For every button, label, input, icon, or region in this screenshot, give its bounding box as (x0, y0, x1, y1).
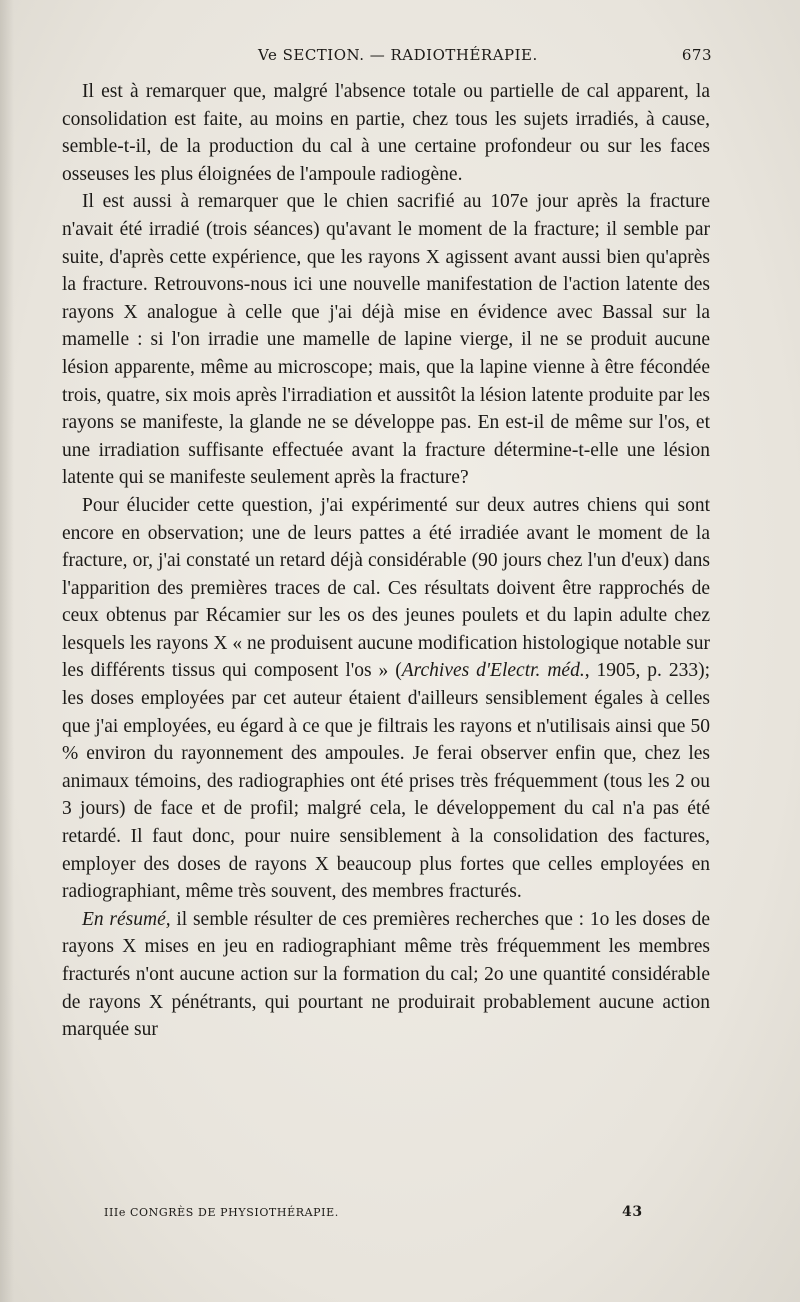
paragraph-1: Il est à remarquer que, malgré l'absence totale ou partielle de cal apparent, la consolidation est faite, au moins en partie, chez tous les sujets irradiés, à cause, semble-t-il, de la production du cal à une certaine profondeur ou sur les faces osseuses les plus éloignées de l'ampoule radiogène. (62, 81, 710, 185)
signature-text: IIIe CONGRÈS DE PHYSIOTHÉRAPIE. (104, 1206, 339, 1219)
running-header (62, 46, 712, 72)
paragraph-4-text: il semble résulter de ces premières recherches que : 1o les doses de rayons X mises en jeu en radiographiant même très fréquemment les membres fracturés n'ont aucune action sur la formation du cal; 2o une quantité considérable de rayons X pénétrants, qui pourtant ne produirait probablement aucune action marquée sur (62, 908, 711, 1041)
paragraph-3-text-after: , 1905, p. 233); les doses employées par cet auteur étaient d'ailleurs sensiblement égales à celles que j'ai employées, eu égard à ce que je filtrais les rayons et n'utilisais ainsi que 50 % environ du rayonnement des ampoules. Je ferai observer enfin que, chez les animaux témoins, des radiographies ont été prises très fréquemment (tous les 2 ou 3 jours) de face et de profil; malgré cela, le développement du cal n'a pas été retardé. Il faut donc, pour nuire sensiblement à la consolidation des factures, employer des doses de rayons X beaucoup plus fortes que celles employées en radiographiant, même très souvent, des membres fracturés. (62, 660, 710, 903)
journal-citation: Archives d'Electr. méd. (401, 660, 585, 682)
paragraph-2: Il est aussi à remarquer que le chien sacrifié au 107e jour après la fracture n'avait été irradié (trois séances) qu'avant le moment de la fracture; il semble par suite, d'après cette expérience, que les rayons X agissent avant aussi bien qu'après la fracture. Retrouvons-nous ici une nouvelle manifestation de l'action latente des rayons X analogue à celle que j'ai déjà mise en évidence avec Bassal sur la mamelle : si l'on irradie une mamelle de lapine vierge, il ne se produit aucune lésion apparente, même au microscope; mais, que la lapine vienne à être fécondée trois, quatre, six mois après l'irradiation et aussitôt la lésion latente produite par les rayons se manifeste, la glande ne se développe pas. En est-il de même sur l'os, et une irradiation suffisante effectuée avant la fracture détermine-t-elle une lésion latente qui se manifeste seulement après la fracture? (62, 191, 710, 489)
page-number: 673 (681, 46, 712, 64)
section-title: Ve SECTION. — RADIOTHÉRAPIE. (258, 46, 538, 64)
page-edge-shadow (0, 0, 14, 1302)
summary-lead: En résumé, (82, 908, 171, 930)
signature-line (62, 1206, 712, 1228)
signature-number: 43 (622, 1204, 643, 1220)
paragraph-3-text-before: Pour élucider cette question, j'ai expérimenté sur deux autres chiens qui sont encore en observation; une de leurs pattes a été irradiée avant le moment de la fracture, or, j'ai constaté un retard déjà considérable (90 jours chez l'un d'eux) dans l'apparition des premières traces de cal. Ces résultats doivent être rapprochés de ceux obtenus par Récamier sur les os des jeunes poulets et du lapin adulte chez lesquels les rayons X « ne produisent aucune modification histologique notable sur les différents tissus qui composent l'os » ( (62, 494, 710, 682)
paragraph-4 (62, 906, 710, 1044)
paragraph-3 (62, 492, 710, 906)
body-text (62, 78, 710, 1044)
